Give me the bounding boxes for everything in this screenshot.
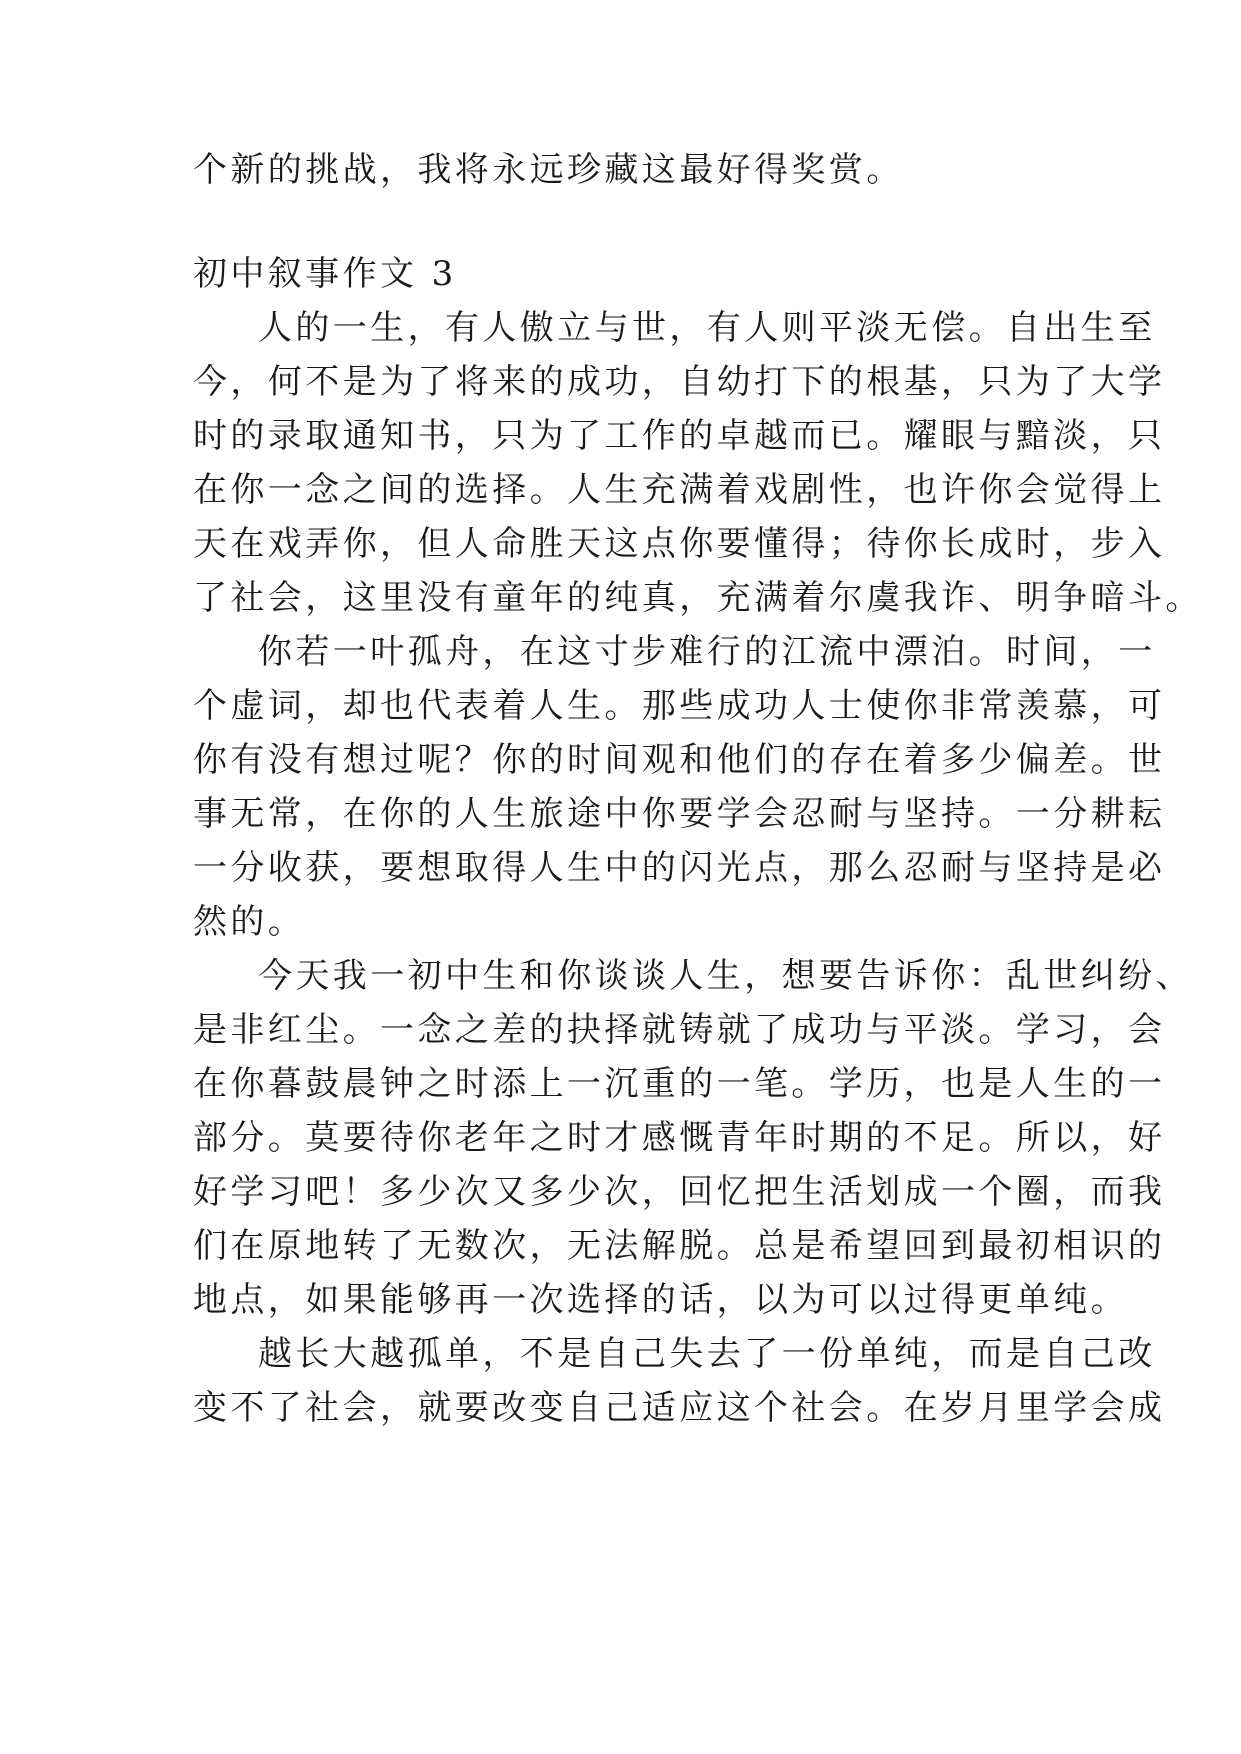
opening-line: 个新的挑战，我将永远珍藏这最好得奖赏。: [193, 150, 904, 190]
paragraph-line: 了社会，这里没有童年的纯真，充满着尔虞我诈、明争暗斗。: [193, 578, 1203, 618]
paragraph-line: 今天我一初中生和你谈谈人生，想要告诉你：乱世纠纷、: [258, 956, 1193, 996]
paragraph-line: 是非红尘。一念之差的抉择就铸就了成功与平淡。学习，会: [193, 1010, 1166, 1050]
paragraph-line: 部分。莫要待你老年之时才感慨青年时期的不足。所以，好: [193, 1118, 1166, 1158]
section-title: 初中叙事作文 3: [193, 254, 457, 294]
paragraph-line: 一分收获，要想取得人生中的闪光点，那么忍耐与坚持是必: [193, 848, 1166, 888]
paragraph-line: 越长大越孤单，不是自己失去了一份单纯，而是自己改: [258, 1334, 1156, 1374]
paragraph-line: 们在原地转了无数次，无法解脱。总是希望回到最初相识的: [193, 1226, 1166, 1266]
paragraph-line: 你若一叶孤舟，在这寸步难行的江流中漂泊。时间，一: [258, 632, 1156, 672]
paragraph-line: 个虚词，却也代表着人生。那些成功人士使你非常羡慕，可: [193, 686, 1166, 726]
paragraph-line: 你有没有想过呢？你的时间观和他们的存在着多少偏差。世: [193, 740, 1166, 780]
paragraph-line: 在你暮鼓晨钟之时添上一沉重的一笔。学历，也是人生的一: [193, 1064, 1166, 1104]
paragraph-line: 时的录取通知书，只为了工作的卓越而已。耀眼与黯淡，只: [193, 416, 1166, 456]
paragraph-line: 变不了社会，就要改变自己适应这个社会。在岁月里学会成: [193, 1388, 1166, 1428]
paragraph-line: 在你一念之间的选择。人生充满着戏剧性，也许你会觉得上: [193, 470, 1166, 510]
paragraph-line: 天在戏弄你，但人命胜天这点你要懂得；待你长成时，步入: [193, 524, 1166, 564]
paragraph-line: 人的一生，有人傲立与世，有人则平淡无偿。自出生至: [258, 308, 1156, 348]
paragraph-line: 地点，如果能够再一次选择的话，以为可以过得更单纯。: [193, 1280, 1128, 1320]
paragraph-line: 然的。: [193, 902, 306, 942]
paragraph-line: 好学习吧！多少次又多少次，回忆把生活划成一个圈，而我: [193, 1172, 1166, 1212]
paragraph-line: 事无常，在你的人生旅途中你要学会忍耐与坚持。一分耕耘: [193, 794, 1166, 834]
paragraph-line: 今，何不是为了将来的成功，自幼打下的根基，只为了大学: [193, 362, 1166, 402]
